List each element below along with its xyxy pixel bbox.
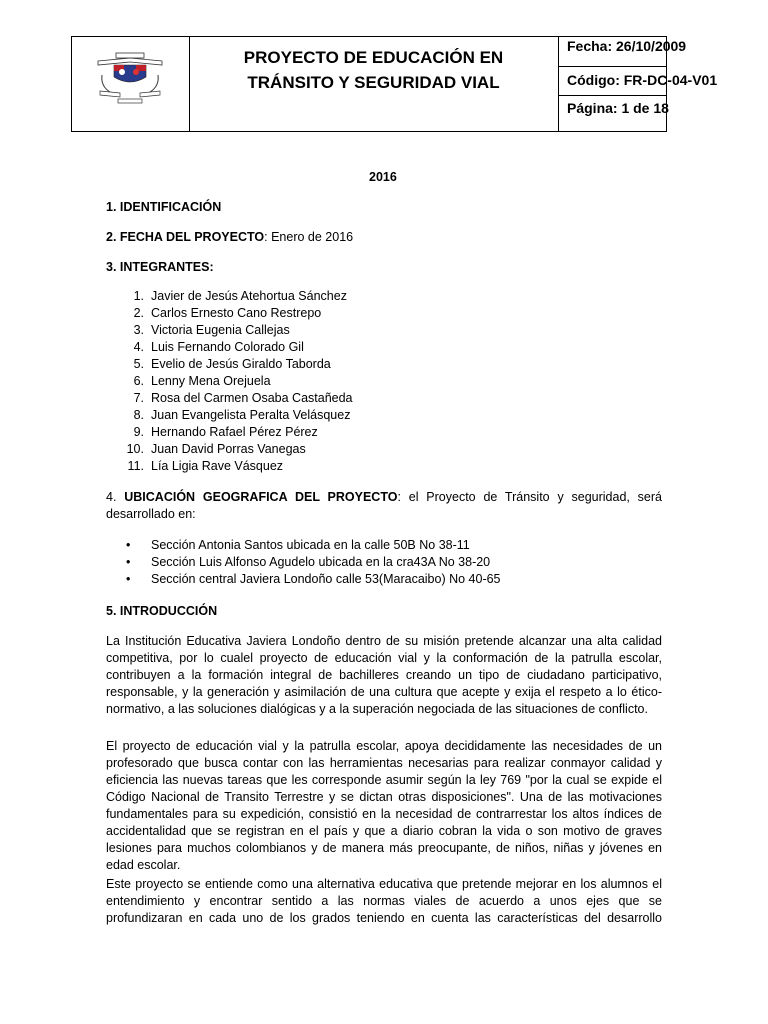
list-item: 8. Juan Evangelista Peralta Velásquez <box>133 408 351 422</box>
meta-cell <box>559 37 718 131</box>
document-header-table <box>71 36 718 132</box>
fecha-text: Fecha: 26/10/2009 <box>567 38 687 54</box>
list-item: 7. Rosa del Carmen Osaba Castañeda <box>133 391 353 405</box>
title-line-2: TRÁNSITO Y SEGURIDAD VIAL <box>247 73 500 92</box>
fecha-proyecto-label: 2. FECHA DEL PROYECTO <box>106 230 265 244</box>
title-line-1: PROYECTO DE EDUCACIÓN EN <box>243 48 504 67</box>
list-item: 6. Lenny Mena Orejuela <box>133 374 271 388</box>
list-item: 9. Hernando Rafael Pérez Pérez <box>133 425 318 439</box>
year-heading: 2016 <box>369 170 397 184</box>
ubicacion-label: UBICACIÓN GEOGRAFICA DEL PROYECTO <box>124 490 398 504</box>
locations-list <box>126 537 501 588</box>
institution-logo <box>72 37 189 131</box>
codigo-text: Código: FR-DC-04-V01 <box>567 72 718 88</box>
list-item: 5. Evelio de Jesús Giraldo Taborda <box>133 357 331 371</box>
pagina-row <box>559 96 667 131</box>
codigo-row <box>559 67 718 96</box>
list-item: • Sección Luis Alfonso Agudelo ubicada en la cra43A No 38-20 <box>126 555 491 569</box>
intro-paragraph-2: El proyecto de educación vial y la patrulla escolar, apoya decididamente las necesidades de un profesorado que busca contar con las herramientas necesarias para realizar conmayor calidad y eficiencia las nuevas tareas que les corresponde asumir según la ley 769 "por la cual se expide el Código Nacional de Transito Terrestre y se dictan otras disposiciones". Una de las motivaciones fundamentales para su expedición, consistió en la necesidad de contrarrestar los altos índices de accidentalidad que se registran en el país y que a diario cobran la vida o son motivo de graves lesiones para muchos colombianos y de manera más preocupante, de niños, niñas y jóvenes en edad escolar. <box>106 739 662 872</box>
list-item: 1. Javier de Jesús Atehortua Sánchez <box>133 289 347 303</box>
list-item: 10. Juan David Porras Vanegas <box>126 442 306 456</box>
list-item: • Sección central Javiera Londoño calle 53(Maracaibo) No 40-65 <box>126 572 501 586</box>
document-title <box>189 45 558 95</box>
pagina-text: Página: 1 de 18 <box>567 100 669 116</box>
list-item: 3. Victoria Eugenia Callejas <box>133 323 290 337</box>
fecha-proyecto-value: : Enero de 2016 <box>264 230 354 244</box>
section-introduccion-heading: 5. INTRODUCCIÓN <box>106 604 218 618</box>
title-cell <box>189 37 559 131</box>
logo-cell <box>72 37 190 131</box>
intro-paragraph-3: Este proyecto se entiende como una alternativa educativa que pretende mejorar en los alumnos el entendimiento y encontrar sentido a las normas viales de acuerdo a unos ejes que se profundizaran en cada uno de los grados teniendo en cuenta las características del desarrollo <box>106 877 662 925</box>
section-ubicacion: 4. UBICACIÓN GEOGRAFICA DEL PROYECTO: el Proyecto de Tránsito y seguridad, será desarrollado en: <box>106 490 663 521</box>
section-fecha-proyecto <box>106 229 353 246</box>
section-identificacion-heading: 1. IDENTIFICACIÓN <box>106 200 222 214</box>
members-list <box>106 288 353 475</box>
section-integrantes-heading: 3. INTEGRANTES: <box>106 260 214 274</box>
list-item: 2. Carlos Ernesto Cano Restrepo <box>133 306 322 320</box>
list-item: 4. Luis Fernando Colorado Gil <box>133 340 304 354</box>
list-item: • Sección Antonia Santos ubicada en la calle 50B No 38-11 <box>126 538 470 552</box>
fecha-row <box>559 37 687 67</box>
list-item: 11. Lía Ligia Rave Vásquez <box>127 459 284 473</box>
intro-paragraph-1: La Institución Educativa Javiera Londoño dentro de su misión pretende alcanzar una alta calidad competitiva, por lo cualel proyecto de educación vial y la conformación de la patrulla escolar, contribuyen a la formación integral de bachilleres creando un tipo de ciudadano participativo, responsable, y la generación y asimilación de una cultura que acepte y exija el respeto a lo ético- normativo, a las soluciones dialógicas y a la superación negociada de las situaciones de conflicto. <box>106 634 662 716</box>
